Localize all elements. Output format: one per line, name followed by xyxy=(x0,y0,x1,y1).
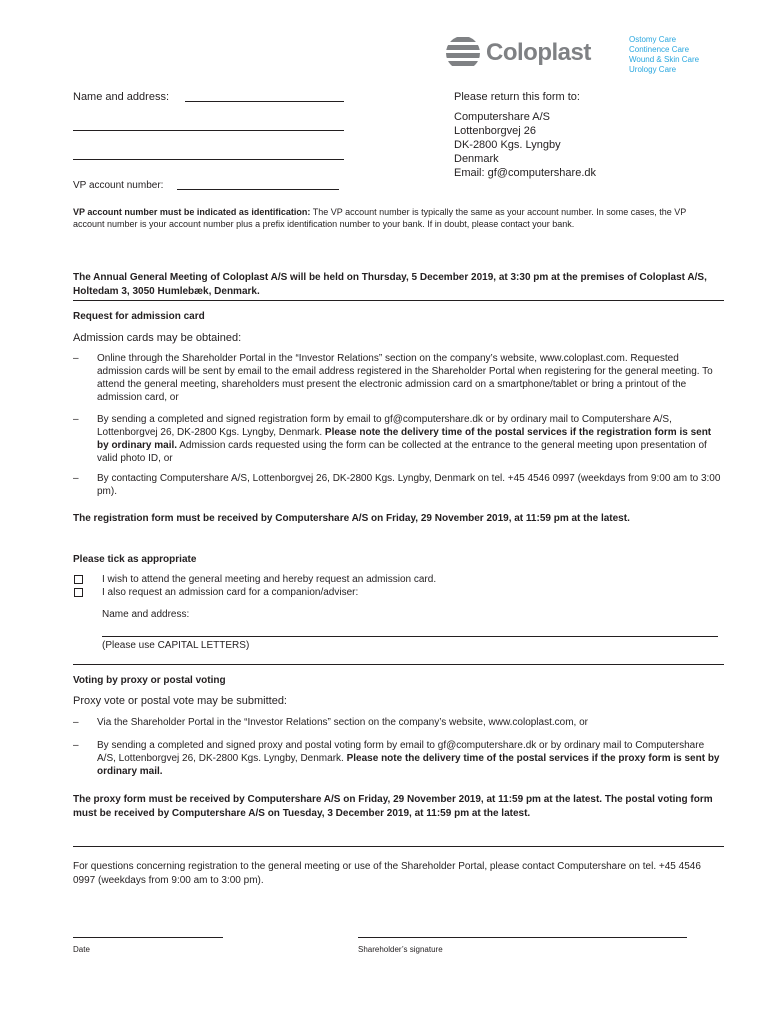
voting-intro: Proxy vote or postal vote may be submitted: xyxy=(73,695,287,707)
list-item-bold: Please note the delivery time of the postal services if the registration form is sent by ordinary mail. xyxy=(97,427,712,451)
companion-name-label: Name and address: xyxy=(102,609,190,620)
list-item-text: By sending a completed and signed registration form by email to gf@computershare.dk or by ordinary mail to Computershare A/S, Lottenborgvej 26, DK-2800 Kgs. Lyngby, Denmark. xyxy=(97,414,672,438)
tick-heading: Please tick as appropriate xyxy=(73,554,197,565)
list-item-text: By sending a completed and signed proxy and postal voting form by email to gf@computershare.dk or by ordinary mail to Computershare A/S, Lottenborgvej 26, DK-2800 Kgs. Lyngby, Denmark. xyxy=(97,740,705,764)
vp-note-text: The VP account number is typically the same as your account number. In some cases, the VP account number is your account number plus a prefix identification number to your bank. If in doubt, please contact your bank. xyxy=(73,207,687,229)
divider xyxy=(73,300,724,301)
vp-note xyxy=(73,206,718,230)
admission-heading: Request for admission card xyxy=(73,311,205,322)
questions-note: For questions concerning registration to the general meeting or use of the Shareholder Portal, please contact Computershare on tel. +45 4546 0997 (weekdays from 9:00 am to 3:00 pm). xyxy=(73,861,701,886)
return-line: Computershare A/S xyxy=(454,111,550,123)
list-item-text: By contacting Computershare A/S, Lottenborgvej 26, DK-2800 Kgs. Lyngby, Denmark on tel. +45 4546 0997 (weekdays from 9:00 am to 3:00 pm). xyxy=(97,473,721,497)
return-line: Denmark xyxy=(454,153,499,165)
list-item-text: Admission cards requested using the form can be collected at the entrance to the general meeting upon presentation of valid photo ID, or xyxy=(97,440,707,464)
meeting-statement: The Annual General Meeting of Coloplast A/S will be held on Thursday, 5 December 2019, at 3:30 pm at the premises of Coloplast A/S, Holtedam 3, 3050 Humlebæk, Denmark. xyxy=(73,272,707,297)
proxy-deadline: The proxy form must be received by Computershare A/S on Friday, 29 November 2019, at 11:59 pm at the latest. The postal voting form must be received by Computershare A/S on Tuesday, 3 December 2019, at 11:59 pm at the latest. xyxy=(73,794,713,819)
divider xyxy=(73,664,724,665)
companion-checkbox[interactable] xyxy=(74,588,83,597)
brand-tag: Urology Care xyxy=(629,65,677,74)
list-item-bold: Please note the delivery time of the postal services if the proxy form is sent by ordinary mail. xyxy=(97,753,720,777)
vp-note-bold: VP account number must be indicated as identification: xyxy=(73,207,311,217)
name-address-field-3[interactable] xyxy=(73,159,344,160)
divider xyxy=(73,846,724,847)
name-address-label: Name and address: xyxy=(73,91,169,103)
attend-checkbox[interactable] xyxy=(74,575,83,584)
attend-option-label: I wish to attend the general meeting and hereby request an admission card. xyxy=(102,574,437,585)
list-item-text: Online through the Shareholder Portal in the “Investor Relations” section on the company’s website, www.coloplast.com. Requested admission cards will be sent by email to the email address registered in the Shareholder Portal when registering for the general meeting. To attend the general meeting, shareholders must present the electronic admission card on a smartphone/tablet or bring a printout of the admission card, or xyxy=(97,353,713,403)
brand-name: Coloplast xyxy=(486,39,591,66)
date-field[interactable] xyxy=(73,937,223,938)
coloplast-logo-icon xyxy=(446,36,482,70)
return-email: Email: gf@computershare.dk xyxy=(454,167,597,179)
name-address-field-2[interactable] xyxy=(73,130,344,131)
registration-deadline: The registration form must be received by Computershare A/S on Friday, 29 November 2019, at 11:59 pm at the latest. xyxy=(73,513,630,524)
return-label: Please return this form to: xyxy=(454,91,580,103)
vp-account-label: VP account number: xyxy=(73,180,164,191)
return-line: Lottenborgvej 26 xyxy=(454,125,536,137)
vp-account-field[interactable] xyxy=(177,189,339,190)
coloplast-logo xyxy=(446,36,601,70)
signature-label: Shareholder’s signature xyxy=(358,945,443,954)
list-item-text: Via the Shareholder Portal in the “Investor Relations” section on the company’s website, www.coloplast.com, or xyxy=(97,717,588,728)
brand-tag: Ostomy Care xyxy=(629,35,677,44)
capital-letters-note: (Please use CAPITAL LETTERS) xyxy=(102,640,250,651)
brand-tag: Continence Care xyxy=(629,45,690,54)
companion-name-field[interactable] xyxy=(102,636,718,637)
date-label: Date xyxy=(73,945,90,954)
signature-field[interactable] xyxy=(358,937,687,938)
brand-tags xyxy=(629,35,749,75)
brand-tag: Wound & Skin Care xyxy=(629,55,700,64)
admission-intro: Admission cards may be obtained: xyxy=(73,332,242,344)
companion-option-label: I also request an admission card for a companion/adviser: xyxy=(102,587,359,598)
name-address-field-1[interactable] xyxy=(185,101,344,102)
return-address xyxy=(454,110,596,180)
return-line: DK-2800 Kgs. Lyngby xyxy=(454,139,561,151)
voting-heading: Voting by proxy or postal voting xyxy=(73,675,226,686)
